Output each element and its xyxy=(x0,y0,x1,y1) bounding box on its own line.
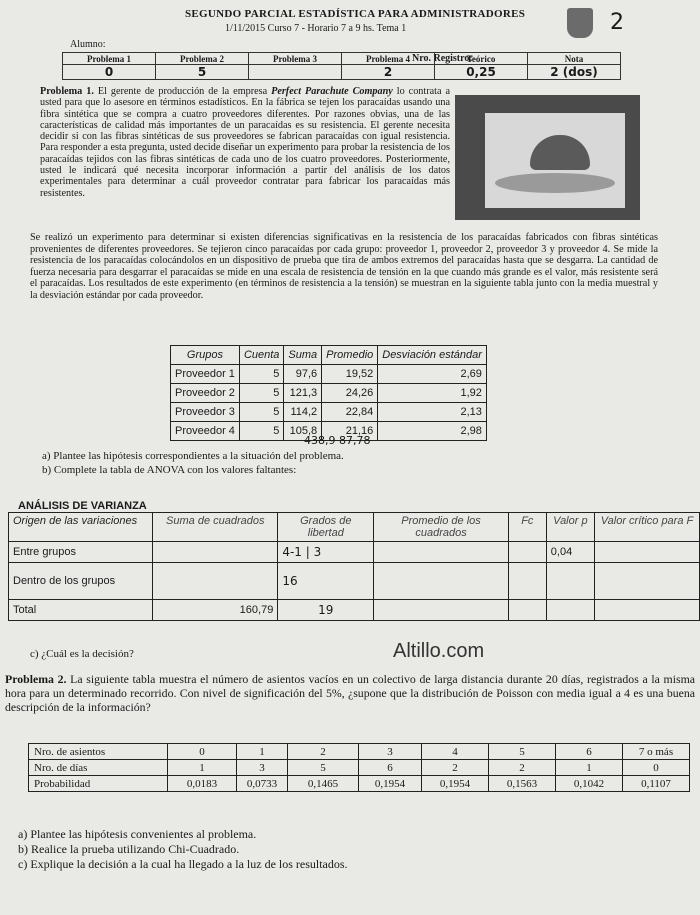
cell: 0,1563 xyxy=(489,776,556,792)
cell: 24,26 xyxy=(322,384,378,403)
cell xyxy=(594,563,699,600)
problem1-intro xyxy=(40,86,450,199)
table-header: Cuenta xyxy=(239,346,283,365)
cell: 22,84 xyxy=(322,403,378,422)
cell: 0 xyxy=(623,760,690,776)
table-row xyxy=(171,365,487,384)
alumno-label: Alumno: xyxy=(70,39,106,50)
table-row xyxy=(9,542,700,563)
question-b: b) Complete la tabla de ANOVA con los valores faltantes: xyxy=(42,464,297,476)
grade-value: 0,25 xyxy=(435,65,528,80)
exam-title: SEGUNDO PARCIAL ESTADÍSTICA PARA ADMINISTRADORES xyxy=(185,8,526,20)
cell: 1 xyxy=(168,760,237,776)
handwritten-totals: 438,9 87,78 xyxy=(304,434,371,447)
cell: 114,2 xyxy=(284,403,322,422)
cell xyxy=(374,563,509,600)
cell: 5 xyxy=(288,760,359,776)
cell: 5 xyxy=(239,365,283,384)
cell: 105,8 xyxy=(284,422,322,441)
cell: 19 xyxy=(278,600,374,621)
grade-value: 2 xyxy=(342,65,435,80)
question-a: a) Plantee las hipótesis convenientes al problema. xyxy=(18,827,257,841)
cell xyxy=(508,563,546,600)
grade-col-header: Problema 4 xyxy=(342,53,435,65)
question-c: c) ¿Cuál es la decisión? xyxy=(30,648,134,660)
cell: Entre grupos xyxy=(9,542,153,563)
cell: Dentro de los grupos xyxy=(9,563,153,600)
problem2-body: La siguiente tabla muestra el número de asientos vacíos en un colectivo de larga distancia durante 20 días, registrados a la misma hora para un determinado recorrido. Con nivel de significación del 5%, ¿supone que la distribución de Poisson con media igual a 4 es una buena descripción de la información? xyxy=(5,672,695,714)
anova-header: Grados de libertad xyxy=(278,513,374,542)
anova-header: Fc xyxy=(508,513,546,542)
exam-subtitle: 1/11/2015 Curso 7 - Horario 7 a 9 hs. Tema 1 xyxy=(225,23,407,34)
watermark: Altillo.com xyxy=(393,640,485,662)
problem1-text-part2: lo contrata a usted para que lo asesore en términos estadísticos. En la fábrica se tejen los paracaídas usando una fibra sintética que se compra a cuatro proveedores diferentes. Por razones obvias, una de las características de calidad más importantes de un paracaídas es su resistencia. El gerente necesita decidir si con las fibras sintéticas de sus proveedores se fabrican paracaídas con igual resistencia. Para responder a esta pregunta, usted decide diseñar un experimento para probar la resistencia de los paracaídas tejidos con las fibras sintéticas de cada uno de los cuatro proveedores. Posteriormente, usted le indicará qué necesita incorporar información a partir del análisis de los datos experimentales para determinar a cuál proveedor contratar para fabricar los paracaídas más resistentes. xyxy=(40,86,450,199)
cell: 6 xyxy=(556,744,623,760)
cell xyxy=(546,600,594,621)
table-header: Grupos xyxy=(171,346,240,365)
cell: 19,52 xyxy=(322,365,378,384)
cell: 121,3 xyxy=(284,384,322,403)
parachute-photo xyxy=(455,95,640,220)
cell: 2 xyxy=(288,744,359,760)
anova-table xyxy=(8,512,700,621)
cell: 3 xyxy=(359,744,422,760)
table-row xyxy=(9,600,700,621)
cell: 7 o más xyxy=(623,744,690,760)
table-row xyxy=(9,563,700,600)
cell: 4 xyxy=(422,744,489,760)
anova-header: Promedio de los cuadrados xyxy=(374,513,509,542)
grade-value: 5 xyxy=(156,65,249,80)
cell: 160,79 xyxy=(153,600,278,621)
cell: 1 xyxy=(237,744,288,760)
university-crest xyxy=(567,8,593,38)
cell: 4-1 | 3 xyxy=(278,542,374,563)
grade-value: 0 xyxy=(63,65,156,80)
cell: 3 xyxy=(237,760,288,776)
cell: Proveedor 2 xyxy=(171,384,240,403)
table-row xyxy=(171,384,487,403)
supplier-table xyxy=(170,345,487,441)
anova-title: ANÁLISIS DE VARIANZA xyxy=(18,500,147,512)
cell: Probabilidad xyxy=(29,776,168,792)
anova-header: Suma de cuadrados xyxy=(153,513,278,542)
grades-grid xyxy=(62,52,621,80)
cell: 2 xyxy=(422,760,489,776)
cell: 2,69 xyxy=(378,365,487,384)
table-row xyxy=(171,403,487,422)
cell: 0,1465 xyxy=(288,776,359,792)
table-header: Suma xyxy=(284,346,322,365)
cell: Nro. de días xyxy=(29,760,168,776)
cell: 0 xyxy=(168,744,237,760)
grade-col-header: Nota xyxy=(528,53,621,65)
cell: Proveedor 4 xyxy=(171,422,240,441)
cell: 0,1954 xyxy=(422,776,489,792)
company-name: Perfect Parachute Company xyxy=(271,86,393,97)
problem2-questions xyxy=(18,827,348,872)
cell: 0,0183 xyxy=(168,776,237,792)
cell xyxy=(594,600,699,621)
grade-value xyxy=(249,65,342,80)
cell xyxy=(546,563,594,600)
question-a: a) Plantee las hipótesis correspondientes a la situación del problema. xyxy=(42,450,344,462)
cell: 1 xyxy=(556,760,623,776)
cell: 5 xyxy=(239,422,283,441)
problem1-text-part1: El gerente de producción de la empresa xyxy=(97,86,268,97)
cell: 0,1107 xyxy=(623,776,690,792)
cell: 5 xyxy=(239,384,283,403)
cell: 2 xyxy=(489,760,556,776)
anova-header: Valor p xyxy=(546,513,594,542)
poisson-table xyxy=(28,743,690,792)
grade-col-header: Teórico xyxy=(435,53,528,65)
cell xyxy=(508,542,546,563)
cell: 5 xyxy=(489,744,556,760)
cell xyxy=(374,600,509,621)
cell xyxy=(153,542,278,563)
table-header: Promedio xyxy=(322,346,378,365)
cell: 97,6 xyxy=(284,365,322,384)
cell: 6 xyxy=(359,760,422,776)
nro-registro-label: Nro. Registro: xyxy=(412,53,473,64)
table-row xyxy=(29,744,690,760)
cell: 0,1954 xyxy=(359,776,422,792)
question-b: b) Realice la prueba utilizando Chi-Cuadrado. xyxy=(18,842,240,856)
anova-header: Origen de las variaciones xyxy=(9,513,153,542)
grade-col-header: Problema 3 xyxy=(249,53,342,65)
cell: 2,98 xyxy=(378,422,487,441)
page-number: 2 xyxy=(610,10,624,35)
cell xyxy=(374,542,509,563)
question-c: c) Explique la decisión a la cual ha llegado a la luz de los resultados. xyxy=(18,857,348,871)
table-row xyxy=(29,760,690,776)
cell: 21,16 xyxy=(322,422,378,441)
problem2-text xyxy=(5,672,695,714)
problem1-title: Problema 1. xyxy=(40,86,94,97)
cell xyxy=(594,542,699,563)
cell: Proveedor 3 xyxy=(171,403,240,422)
problem2-title: Problema 2. xyxy=(5,672,67,686)
cell xyxy=(508,600,546,621)
anova-header: Valor crítico para F xyxy=(594,513,699,542)
cell: 0,1042 xyxy=(556,776,623,792)
grade-value: 2 (dos) xyxy=(528,65,621,80)
table-row xyxy=(29,776,690,792)
problem1-text-part3: Se realizó un experimento para determinar si existen diferencias significativas en la resistencia de los paracaídas fabricados con fibras sintéticas provenientes de diferentes proveedores. Se tejieron cinco paracaídas por cada grupo: proveedor 1, proveedor 2, proveedor 3 y proveedor 4. Se mide la resistencia de los paracaídas colocándolos en un dispositivo de prueba que tira de ambos extremos del paracaídas hasta que se desgarra. La cantidad de fuerza necesaria para desgarrar el paracaídas se mide en una escala de resistencia de tensión en la que cuando más grande es el valor, más resistente será el paracaídas. Los resultados de este experimento (en términos de resistencia a la tensión) se muestran en la siguiente tabla junto con la media muestral y la desviación estándar por cada proveedor. xyxy=(30,232,658,301)
cell: 0,04 xyxy=(546,542,594,563)
cell: Total xyxy=(9,600,153,621)
cell: Proveedor 1 xyxy=(171,365,240,384)
table-header: Desviación estándar xyxy=(378,346,487,365)
cell: 2,13 xyxy=(378,403,487,422)
cell: 0,0733 xyxy=(237,776,288,792)
problem1-questions xyxy=(42,449,344,477)
grade-col-header: Problema 2 xyxy=(156,53,249,65)
cell xyxy=(153,563,278,600)
cell: 16 xyxy=(278,563,374,600)
cell: Nro. de asientos xyxy=(29,744,168,760)
grade-col-header: Problema 1 xyxy=(63,53,156,65)
cell: 5 xyxy=(239,403,283,422)
cell: 1,92 xyxy=(378,384,487,403)
